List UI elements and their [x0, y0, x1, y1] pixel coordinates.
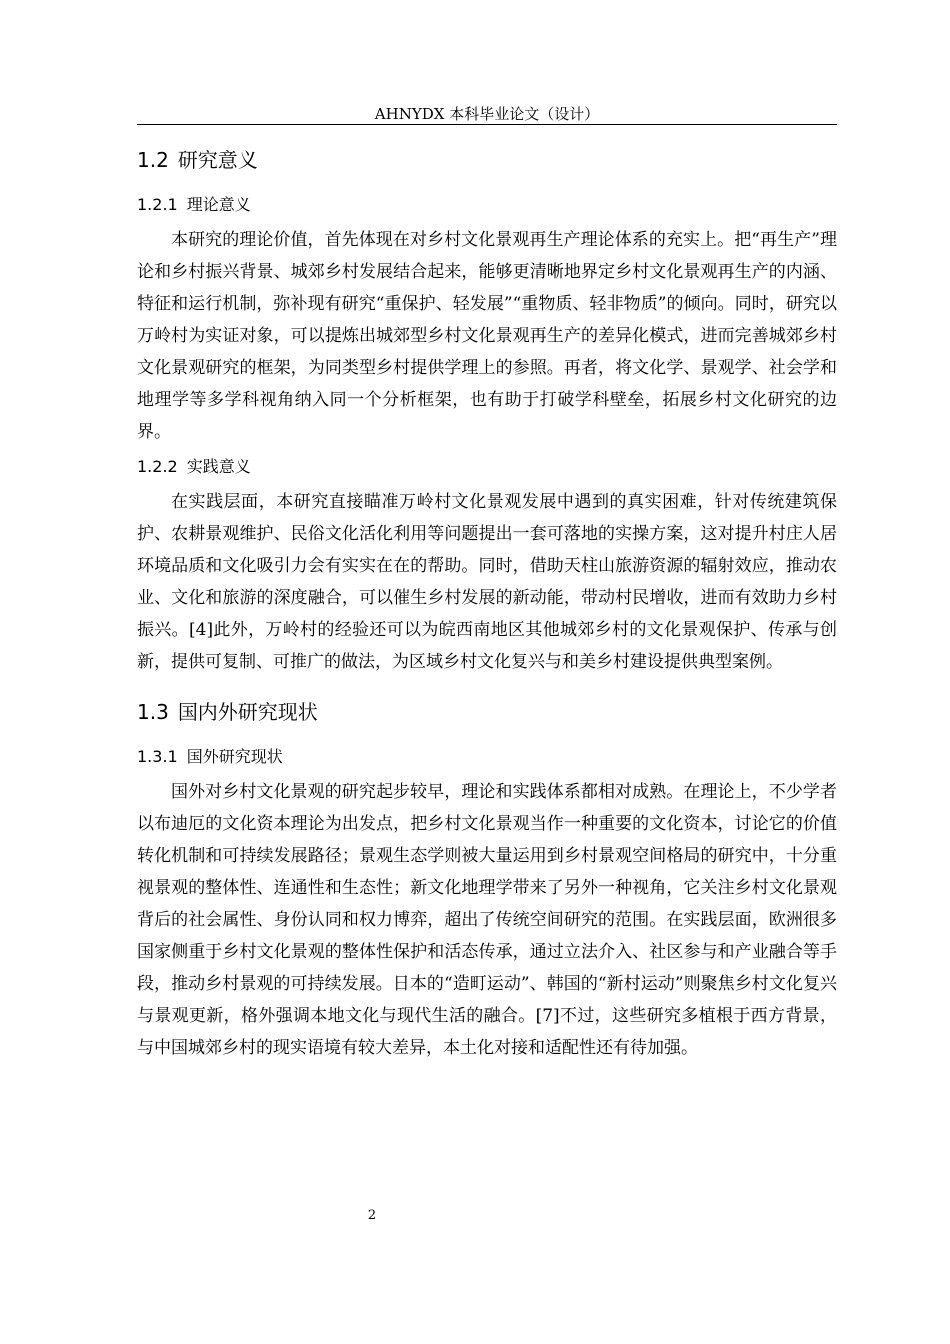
subsection-title: 国外研究现状 — [186, 747, 283, 766]
subsection-title: 理论意义 — [186, 195, 251, 214]
section-title: 研究意义 — [177, 148, 258, 172]
paragraph-foreign-research-status: 国外对乡村文化景观的研究起步较早，理论和实践体系都相对成熟。在理论上，不少学者以布迪厄的文化资本理论为出发点，把乡村文化景观当作一种重要的文化资本，讨论它的价值转化机制和可持续发展路径；景观生态学则被大量运用到乡村景观空间格局的研究中，十分重视景观的整体性、连通性和生态性；新文化地理学带来了另外一种视角，它关注乡村文化景观背后的社会属性、身份认同和权力博弈，超出了传统空间研究的范围。在实践层面，欧洲很多国家侧重于乡村文化景观的整体性保护和活态传承，通过立法介入、社区参与和产业融合等手段，推动乡村景观的可持续发展。日本的“造町运动”、韩国的“新村运动”则聚焦乡村文化复兴与景观更新，格外强调本地文化与现代生活的融合。[7]不过，这些研究多植根于西方背景，与中国城郊乡村的现实语境有较大差异，本土化对接和适配性还有待加强。 — [137, 782, 837, 1058]
running-header: AHNYDX 本科毕业论文（设计） — [374, 105, 600, 123]
paragraph-practical-significance: 在实践层面，本研究直接瞄准万岭村文化景观发展中遇到的真实困难，针对传统建筑保护、农耕景观维护、民俗文化活化利用等问题提出一套可落地的实操方案，这对提升村庄人居环境品质和文化吸引力会有实实在在的帮助。同时，借助天柱山旅游资源的辐射效应，推动农业、文化和旅游的深度融合，可以催生乡村发展的新动能，带动村民增收，进而有效助力乡村振兴。[4]此外，万岭村的经验还可以为皖西南地区其他城郊乡村的文化景观保护、传承与创新，提供可复制、可推广的做法，为区域乡村文化复兴与和美乡村建设提供典型案例。 — [137, 492, 837, 672]
section-title: 国内外研究现状 — [177, 700, 318, 724]
page-content — [137, 140, 837, 1064]
paragraph-theoretical-significance: 本研究的理论价值，首先体现在对乡村文化景观再生产理论体系的充实上。把“再生产”理论和乡村振兴背景、城郊乡村发展结合起来，能够更清晰地界定乡村文化景观再生产的内涵、特征和运行机制，弥补现有研究“重保护、轻发展”“重物质、轻非物质”的倾向。同时，研究以万岭村为实证对象，可以提炼出城郊型乡村文化景观再生产的差异化模式，进而完善城郊乡村文化景观研究的框架，为同类型乡村提供学理上的参照。再者，将文化学、景观学、社会学和地理学等多学科视角纳入同一个分析框架，也有助于打破学科壁垒，拓展乡村文化研究的边界。 — [137, 230, 837, 442]
subsection-number: 1.3.1 — [137, 747, 178, 766]
subsection-heading-1-3-1 — [137, 738, 837, 776]
section-heading-1-2 — [137, 140, 837, 180]
subsection-heading-1-2-2 — [137, 448, 837, 486]
section-heading-1-3 — [137, 692, 837, 732]
page-number: 2 — [367, 1208, 377, 1223]
subsection-number: 1.2.2 — [137, 457, 178, 476]
section-number: 1.3 — [137, 700, 169, 724]
subsection-number: 1.2.1 — [137, 195, 178, 214]
subsection-title: 实践意义 — [186, 457, 251, 476]
subsection-heading-1-2-1 — [137, 186, 837, 224]
header-rule — [137, 124, 837, 125]
section-number: 1.2 — [137, 148, 169, 172]
